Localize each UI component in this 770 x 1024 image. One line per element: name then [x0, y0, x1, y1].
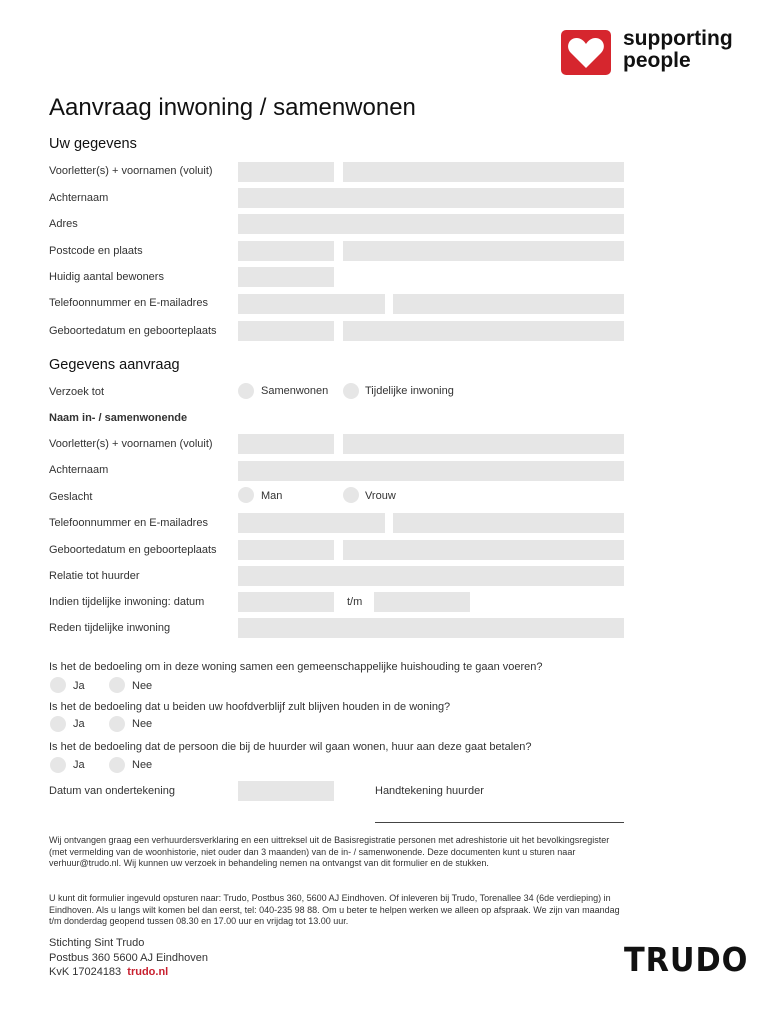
question-1: Is het de bedoeling om in deze woning samen een gemeenschappelijke huishouding te gaan voeren?	[49, 661, 543, 673]
cohabitant-email-field[interactable]	[393, 513, 624, 533]
temp-start-date-field[interactable]	[238, 592, 334, 612]
temp-end-date-field[interactable]	[374, 592, 470, 612]
radio-vrouw-label: Vrouw	[365, 490, 396, 502]
page-title: Aanvraag inwoning / samenwonen	[49, 94, 416, 121]
q3-no-radio[interactable]	[109, 757, 125, 773]
note-documents: Wij ontvangen graag een verhuurdersverklaring en een uittreksel uit de Basisregistratie personen met adreshistorie uit het bevolkingsregister (met vermelding van de woonhistorie, niet ouder dan 3 maanden) van de in- / samenwonende. Deze documenten kunt u sturen naar verhuur@trudo.nl. Wij kunnen uw verzoek in behandeling nemen na ontvangst van dit formulier en de stukken.	[49, 835, 610, 868]
residents-field[interactable]	[238, 267, 334, 287]
label-address: Adres	[49, 218, 78, 230]
note-submission: U kunt dit formulier ingevuld opsturen naar: Trudo, Postbus 360, 5600 AJ Eindhoven. Of inleveren bij Trudo, Torenallee 34 (6de verdieping) in Eindhoven. Als u langs wilt komen bel dan eerst, tel: 040-235 98 88. Om u beter te helpen werken we alleen op afspraak. We zijn van maandag t/m donderdag geopend tussen 08.30 en 17.00 uur en vrijdag tot 13.00 uur.	[49, 893, 620, 926]
label-cohabitant-phone: Telefoonnummer en E-mailadres	[49, 517, 208, 529]
cohabitant-first-names-field[interactable]	[343, 434, 624, 454]
heart-icon	[561, 30, 611, 75]
q2-yes-label: Ja	[73, 718, 85, 730]
brand-name	[623, 28, 733, 72]
label-reason: Reden tijdelijke inwoning	[49, 622, 171, 634]
trudo-logo: TRUDO	[624, 940, 749, 979]
cohabitant-phone-field[interactable]	[238, 513, 385, 533]
radio-vrouw[interactable]	[343, 487, 359, 503]
radio-tijdelijke-inwoning[interactable]	[343, 383, 359, 399]
q1-yes-radio[interactable]	[50, 677, 66, 693]
radio-man-label: Man	[261, 490, 283, 502]
radio-tijdelijke-inwoning-label: Tijdelijke inwoning	[365, 385, 454, 397]
question-2: Is het de bedoeling dat u beiden uw hoofdverblijf zult blijven houden in de woning?	[49, 701, 451, 713]
label-cohabitant-surname: Achternaam	[49, 464, 109, 476]
q2-no-label: Nee	[132, 718, 153, 730]
footer-website-link[interactable]: trudo.nl	[127, 966, 169, 978]
brand-line-1: supporting	[623, 27, 733, 50]
reason-field[interactable]	[238, 618, 624, 638]
section-heading-gegevens-aanvraag: Gegevens aanvraag	[49, 357, 180, 373]
label-cohabitant-name: Voorletter(s) + voornamen (voluit)	[49, 438, 213, 450]
label-birth: Geboortedatum en geboorteplaats	[49, 325, 217, 337]
brand-line-2: people	[623, 49, 691, 72]
q2-no-radio[interactable]	[109, 716, 125, 732]
label-gender: Geslacht	[49, 491, 93, 503]
label-temp-date: Indien tijdelijke inwoning: datum	[49, 596, 205, 608]
cohabitant-birthplace-field[interactable]	[343, 540, 624, 560]
surname-field[interactable]	[238, 188, 624, 208]
birthdate-field[interactable]	[238, 321, 334, 341]
city-field[interactable]	[343, 241, 624, 261]
question-3: Is het de bedoeling dat de persoon die bij de huurder wil gaan wonen, huur aan deze gaat betalen?	[49, 741, 532, 753]
q1-no-radio[interactable]	[109, 677, 125, 693]
footer-org: Stichting Sint Trudo	[49, 937, 145, 949]
footer-postal: Postbus 360 5600 AJ Eindhoven	[49, 951, 209, 964]
label-postcode: Postcode en plaats	[49, 245, 143, 257]
label-cohabitant-birth: Geboortedatum en geboorteplaats	[49, 544, 217, 556]
address-field[interactable]	[238, 214, 624, 234]
signing-date-field[interactable]	[238, 781, 334, 801]
phone-field[interactable]	[238, 294, 385, 314]
q2-yes-radio[interactable]	[50, 716, 66, 732]
label-name: Voorletter(s) + voornamen (voluit)	[49, 165, 213, 177]
label-tenant-signature: Handtekening huurder	[375, 785, 484, 797]
cohabitant-birthdate-field[interactable]	[238, 540, 334, 560]
first-names-field[interactable]	[343, 162, 624, 182]
email-field[interactable]	[393, 294, 624, 314]
cohabitant-initials-field[interactable]	[238, 434, 334, 454]
footer-kvk-line	[49, 965, 208, 980]
q1-yes-label: Ja	[73, 680, 85, 692]
birthplace-field[interactable]	[343, 321, 624, 341]
supporting-people-logo	[561, 30, 611, 75]
label-residents: Huidig aantal bewoners	[49, 271, 164, 283]
radio-man[interactable]	[238, 487, 254, 503]
cohabitant-surname-field[interactable]	[238, 461, 624, 481]
subheading-cohabitant: Naam in- / samenwonende	[49, 412, 188, 424]
radio-samenwonen[interactable]	[238, 383, 254, 399]
label-signing-date: Datum van ondertekening	[49, 785, 175, 797]
label-tm: t/m	[347, 596, 363, 608]
label-surname: Achternaam	[49, 192, 109, 204]
footer-address	[49, 936, 208, 980]
footer-kvk: KvK 17024183	[49, 966, 122, 978]
q3-yes-label: Ja	[73, 759, 85, 771]
signature-line[interactable]	[375, 822, 624, 823]
q1-no-label: Nee	[132, 680, 153, 692]
label-relation: Relatie tot huurder	[49, 570, 140, 582]
postcode-field[interactable]	[238, 241, 334, 261]
q3-yes-radio[interactable]	[50, 757, 66, 773]
radio-samenwonen-label: Samenwonen	[261, 385, 329, 397]
relation-field[interactable]	[238, 566, 624, 586]
label-request: Verzoek tot	[49, 386, 105, 398]
initials-field[interactable]	[238, 162, 334, 182]
q3-no-label: Nee	[132, 759, 153, 771]
label-phone: Telefoonnummer en E-mailadres	[49, 297, 208, 309]
section-heading-uw-gegevens: Uw gegevens	[49, 136, 137, 152]
